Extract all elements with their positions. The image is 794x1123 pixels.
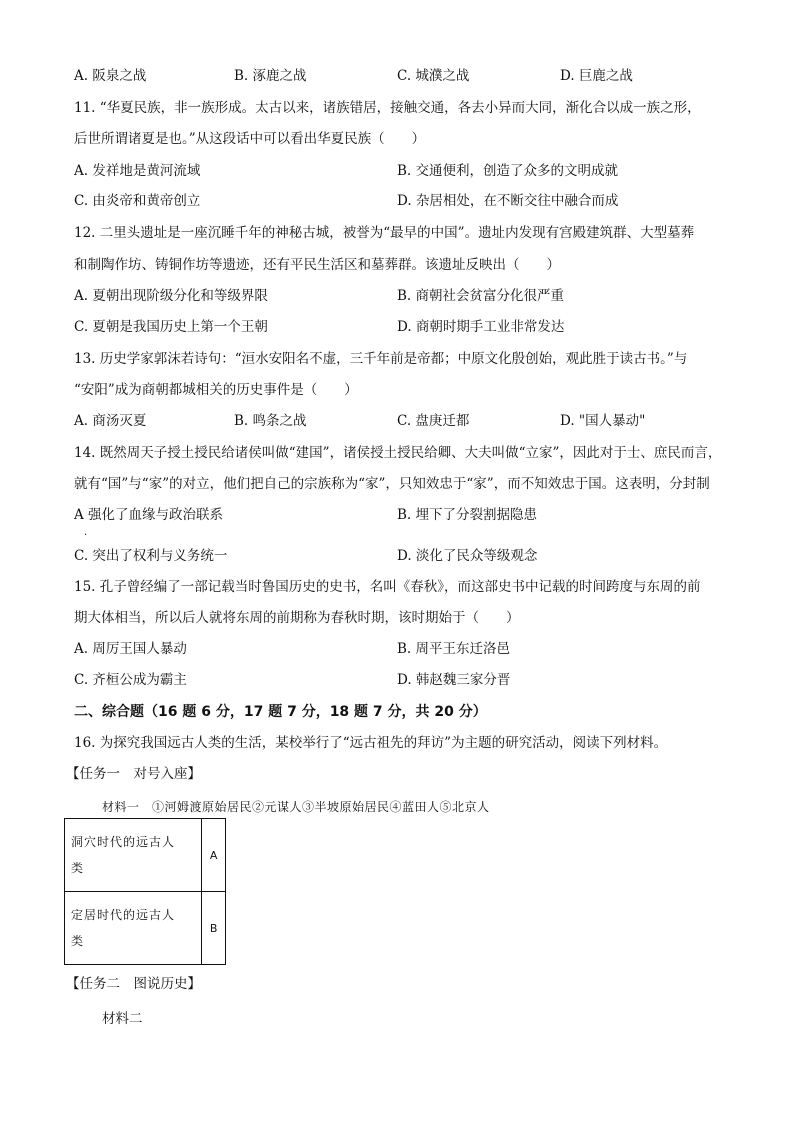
q14-stem-line1: 14. 既然周天子授土授民给诸侯叫做“建国”，诸侯授土授民给卿、大夫叫做“立家”，因此对于士、庶民而言， <box>74 445 722 461</box>
section-heading: 二、综合题（16 题 6 分，17 题 7 分，18 题 7 分，共 20 分） <box>74 704 487 720</box>
match-table <box>64 818 226 965</box>
answer-slot-a: A <box>202 819 226 892</box>
q12-option-d: D. 商朝时期手工业非常发达 <box>397 319 565 335</box>
q14-option-c: C. 突出了权利与义务统一 <box>74 548 228 564</box>
table-row <box>65 892 226 965</box>
q13-option-a: A. 商汤灭夏 <box>74 413 147 429</box>
category-line1: 洞穴时代的远古人 <box>71 835 176 849</box>
q10-option-b: B. 涿鹿之战 <box>234 68 307 84</box>
q13-stem-line2: “安阳”成为商朝都城相关的历史事件是（ ） <box>74 382 358 398</box>
q15-stem-line2: 期大体相当，所以后人就将东周的前期称为春秋时期，该时期始于（ ） <box>74 610 520 626</box>
q10-option-a: A. 阪泉之战 <box>74 68 147 84</box>
q11-option-d: D. 杂居相处，在不断交往中融合而成 <box>397 193 619 209</box>
q16-stem: 16. 为探究我国远古人类的生活，某校举行了“远古祖先的拜访”为主题的研究活动，阅读下列材料。 <box>74 735 668 751</box>
answer-slot-b: B <box>202 892 226 965</box>
q12-option-a: A. 夏朝出现阶级分化和等级界限 <box>74 288 268 304</box>
q15-stem-line1: 15. 孔子曾经编了一部记载当时鲁国历史的史书，名叫《春秋》，而这部史书中记载的时间跨度与东周的前 <box>74 579 701 595</box>
q14-stray-dot: . <box>84 527 88 538</box>
q11-stem-line1: 11. “华夏民族，非一族形成。太古以来，诸族错居，接触交通，各去小异而大同，渐化合以成一族之形， <box>74 100 701 116</box>
table-cell-category <box>65 892 202 965</box>
q12-stem-line1: 12. 二里头遗址是一座沉睡千年的神秘古城，被誉为“最早的中国”。遗址内发现有宫殿建筑群、大型墓葬 <box>74 225 695 241</box>
q15-option-c: C. 齐桓公成为霸主 <box>74 672 187 688</box>
material2-label: 材料二 <box>102 1011 143 1027</box>
q13-option-c: C. 盘庚迁都 <box>397 413 470 429</box>
category-line2: 类 <box>71 861 85 875</box>
q13-stem-line1: 13. 历史学家郭沫若诗句：“洹水安阳名不虚，三千年前是帝都；中原文化殷创始，观此胜于读古书。”与 <box>74 351 688 367</box>
q10-option-d: D. 巨鹿之战 <box>560 68 633 84</box>
q12-option-c: C. 夏朝是我国历史上第一个王朝 <box>74 319 268 335</box>
material1-text: 材料一 ①河姆渡原始居民②元谋人③半坡原始居民④蓝田人⑤北京人 <box>102 800 490 814</box>
q14-stem-line2: 就有“国”与“家”的对立，他们把自己的宗族称为“家”，只知效忠于“家”，而不知效忠于国。这表明，分封制 <box>74 476 710 492</box>
q11-option-a: A. 发祥地是黄河流域 <box>74 163 201 179</box>
task1-heading: 【任务一 对号入座】 <box>66 766 201 782</box>
q12-option-b: B. 商朝社会贫富分化很严重 <box>397 288 565 304</box>
q13-option-d: D. "国人暴动" <box>560 413 646 429</box>
category-line1: 定居时代的远古人 <box>71 908 176 922</box>
q11-option-b: B. 交通便利，创造了众多的文明成就 <box>397 163 619 179</box>
task2-heading: 【任务二 图说历史】 <box>66 976 201 992</box>
q14-option-a: A 强化了血缘与政治联系 <box>74 507 224 523</box>
q12-stem-line2: 和制陶作坊、铸铜作坊等遗迹，还有平民生活区和墓葬群。该遗址反映出（ ） <box>74 257 560 273</box>
q10-option-c: C. 城濮之战 <box>397 68 470 84</box>
q14-option-d: D. 淡化了民众等级观念 <box>397 548 538 564</box>
q13-option-b: B. 鸣条之战 <box>234 413 307 429</box>
q15-option-d: D. 韩赵魏三家分晋 <box>397 672 511 688</box>
q11-stem-line2: 后世所谓诸夏是也。”从这段话中可以看出华夏民族（ ） <box>74 131 426 147</box>
table-row <box>65 819 226 892</box>
q15-option-b: B. 周平王东迁洛邑 <box>397 641 511 657</box>
q14-option-b: B. 埋下了分裂割据隐患 <box>397 507 538 523</box>
q15-option-a: A. 周厉王国人暴动 <box>74 641 187 657</box>
category-line2: 类 <box>71 934 85 948</box>
q11-option-c: C. 由炎帝和黄帝创立 <box>74 193 201 209</box>
table-cell-category <box>65 819 202 892</box>
